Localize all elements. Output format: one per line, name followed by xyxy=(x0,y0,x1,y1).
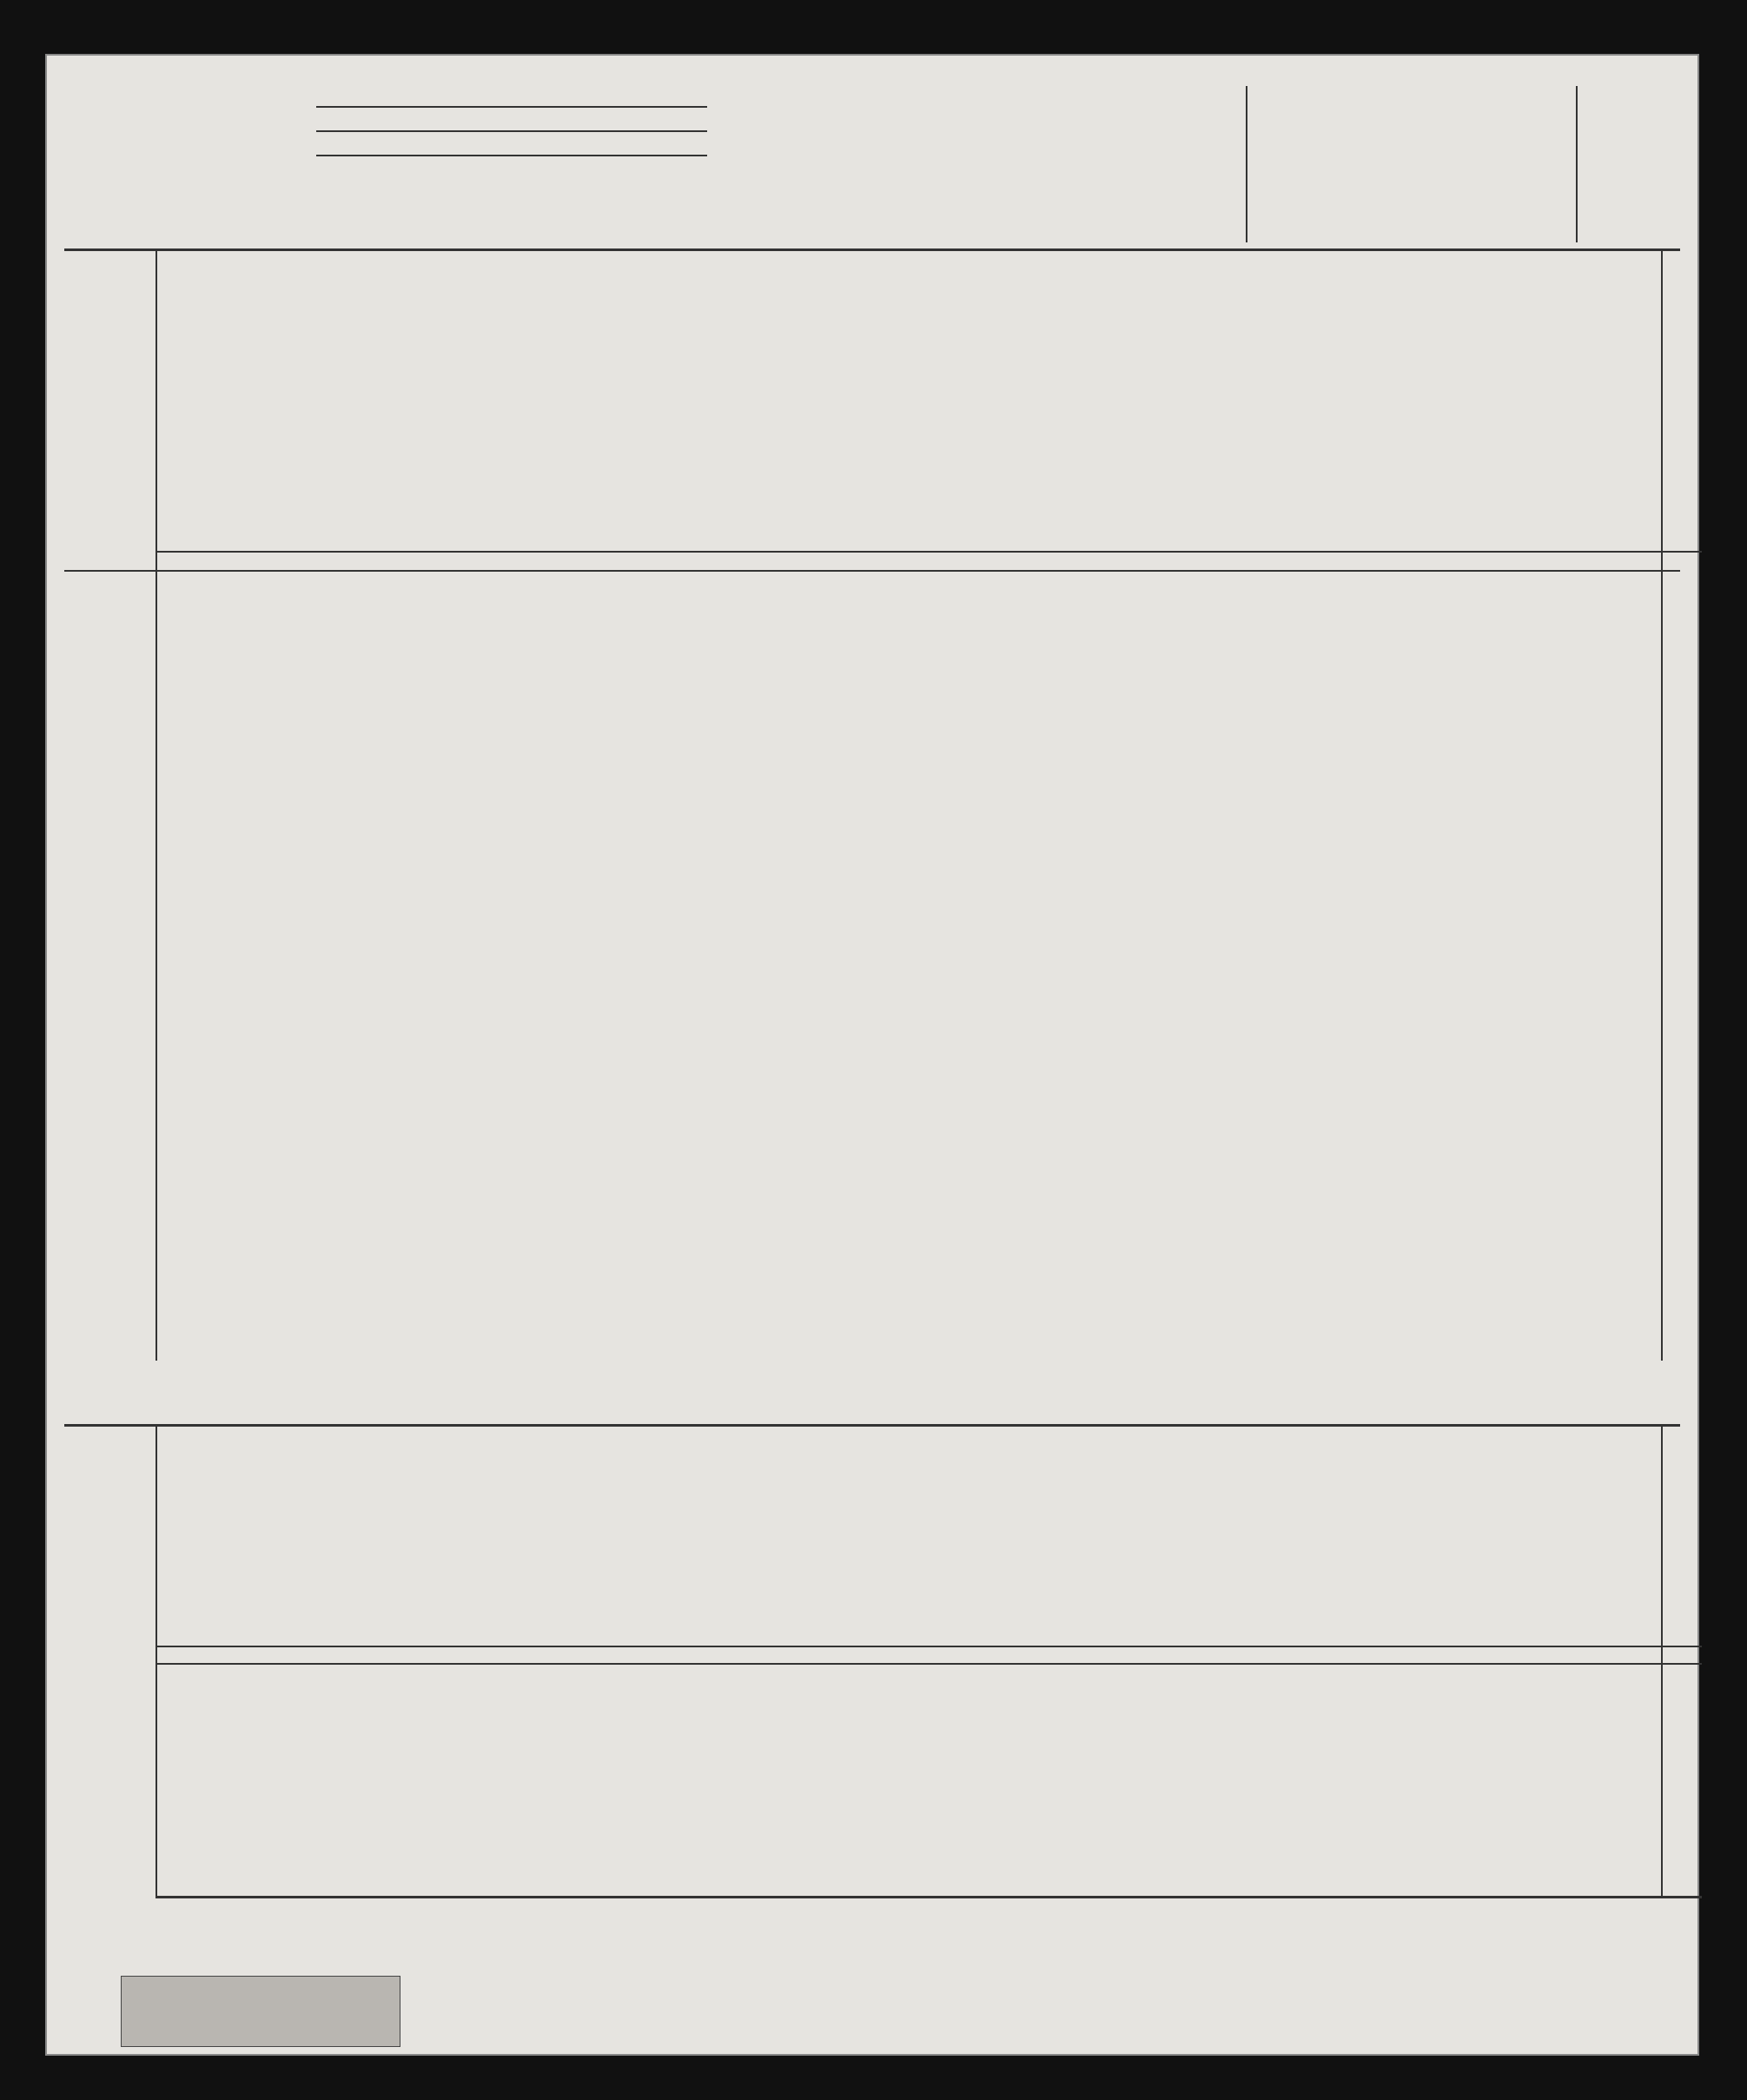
census-sheet xyxy=(45,54,1699,2056)
district-box xyxy=(121,1976,400,2047)
